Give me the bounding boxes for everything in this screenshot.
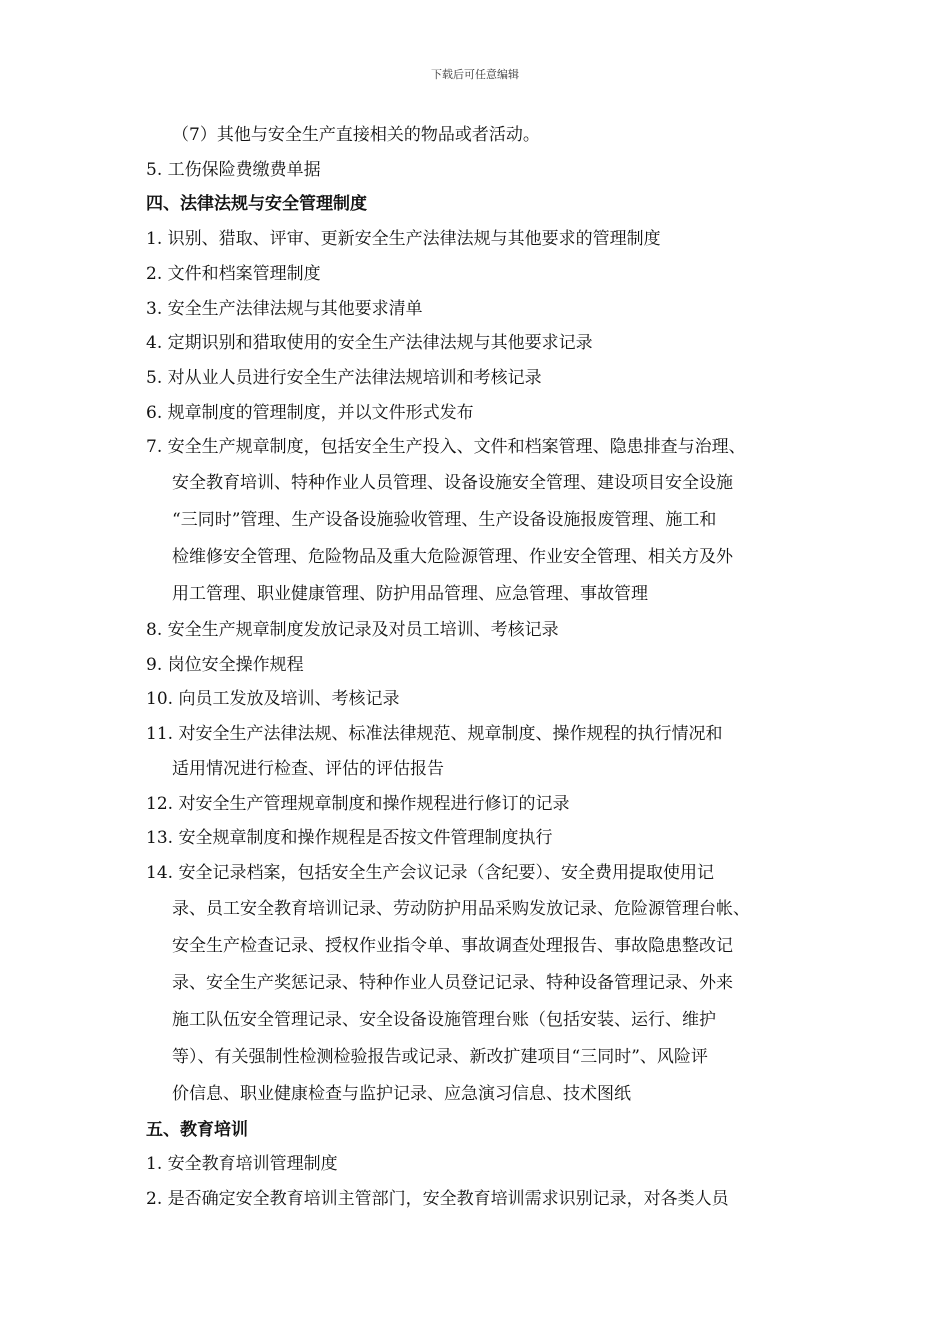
text-line: （7）其他与安全生产直接相关的物品或者活动。 <box>172 125 540 145</box>
text-line: 3. 安全生产法律法规与其他要求清单 <box>146 298 423 319</box>
text-line: 8. 安全生产规章制度发放记录及对员工培训、考核记录 <box>146 620 559 641</box>
text-line: 录、安全生产奖惩记录、特种作业人员登记记录、特种设备管理记录、外来 <box>172 972 733 993</box>
text-line: 录、员工安全教育培训记录、劳动防护用品采购发放记录、危险源管理台帐、 <box>172 898 750 919</box>
page-header: 下载后可任意编辑 <box>431 68 519 81</box>
text-line: 2. 文件和档案管理制度 <box>146 263 321 284</box>
text-line: 12. 对安全生产管理规章制度和操作规程进行修订的记录 <box>146 793 570 814</box>
text-line: 适用情况进行检查、评估的评估报告 <box>172 758 444 779</box>
text-line: 安全教育培训、特种作业人员管理、设备设施安全管理、建设项目安全设施 <box>172 473 733 494</box>
text-line: 11. 对安全生产法律法规、标准法律规范、规章制度、操作规程的执行情况和 <box>146 724 723 745</box>
text-line: 1. 识别、猎取、评审、更新安全生产法律法规与其他要求的管理制度 <box>146 229 661 250</box>
document-body <box>146 118 826 1217</box>
text-line: 14. 安全记录档案，包括安全生产会议记录（含纪要）、安全费用提取使用记 <box>146 862 714 883</box>
text-line: 2. 是否确定安全教育培训主管部门，安全教育培训需求识别记录，对各类人员 <box>146 1189 729 1210</box>
section-heading: 五、教育培训 <box>146 1119 248 1140</box>
text-line: 施工队伍安全管理记录、安全设备设施管理台账（包括安装、运行、维护 <box>172 1009 716 1030</box>
text-line: 价信息、职业健康检查与监护记录、应急演习信息、技术图纸 <box>172 1083 631 1104</box>
text-line: 10. 向员工发放及培训、考核记录 <box>146 689 400 710</box>
text-line: 用工管理、职业健康管理、防护用品管理、应急管理、事故管理 <box>172 584 648 605</box>
text-line: “三同时”管理、生产设备设施验收管理、生产设备设施报废管理、施工和 <box>172 510 717 531</box>
text-line: 4. 定期识别和猎取使用的安全生产法律法规与其他要求记录 <box>146 333 593 354</box>
text-line: 1. 安全教育培训管理制度 <box>146 1154 338 1175</box>
text-line: 5. 对从业人员进行安全生产法律法规培训和考核记录 <box>146 367 542 388</box>
text-line: 等）、有关强制性检测检验报告或记录、新改扩建项目“三同时”、风险评 <box>172 1046 708 1067</box>
text-line: 13. 安全规章制度和操作规程是否按文件管理制度执行 <box>146 828 553 849</box>
text-line: 检维修安全管理、危险物品及重大危险源管理、作业安全管理、相关方及外 <box>172 547 733 568</box>
text-line: 5. 工伤保险费缴费单据 <box>146 159 321 180</box>
text-line: 7. 安全生产规章制度，包括安全生产投入、文件和档案管理、隐患排查与治理、 <box>146 437 746 458</box>
text-line: 安全生产检查记录、授权作业指令单、事故调查处理报告、事故隐患整改记 <box>172 935 733 956</box>
text-line: 9. 岗位安全操作规程 <box>146 654 304 675</box>
section-heading: 四、法律法规与安全管理制度 <box>146 194 367 215</box>
text-line: 6. 规章制度的管理制度，并以文件形式发布 <box>146 402 474 423</box>
